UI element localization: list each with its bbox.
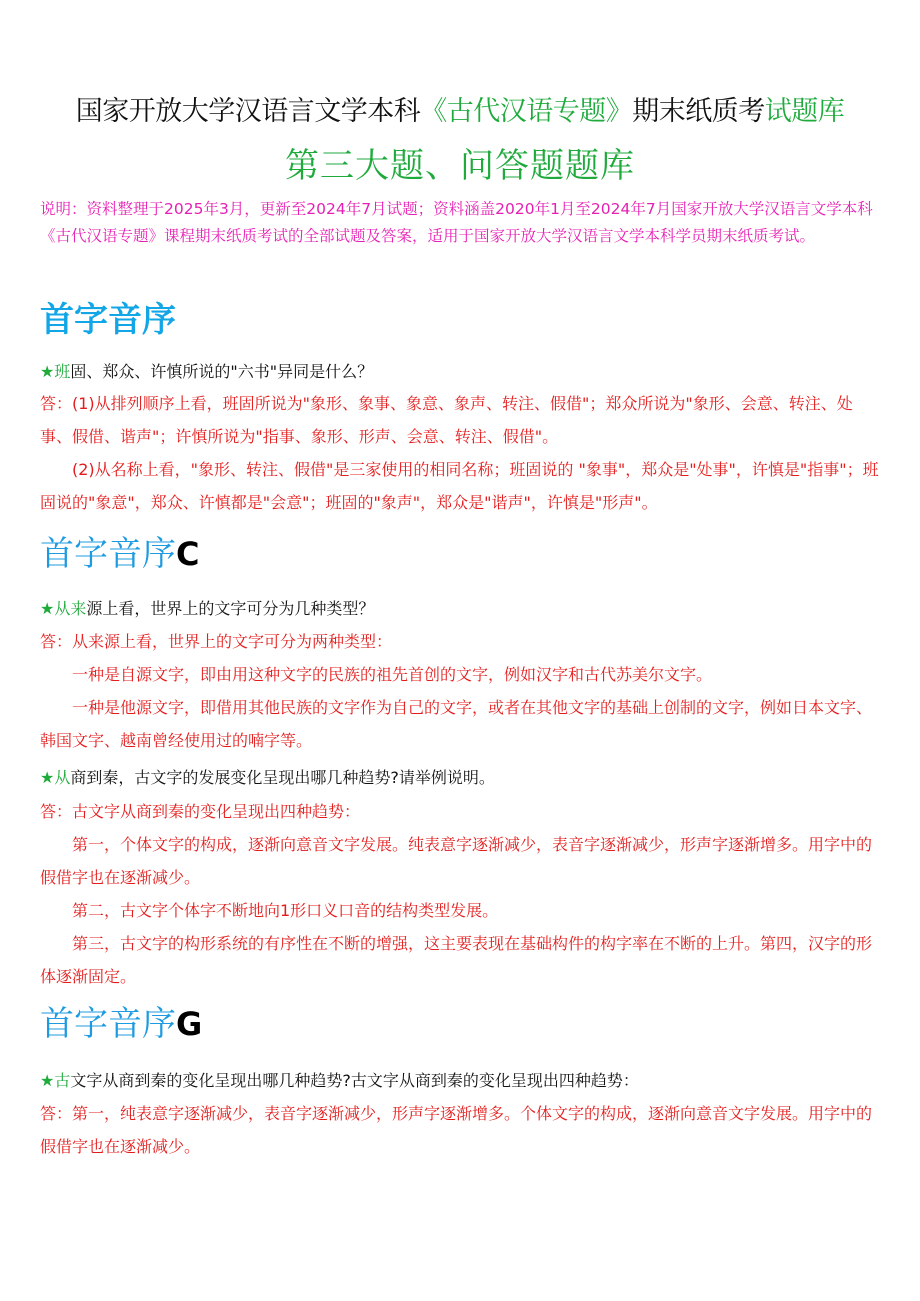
answer-paragraph: 第二，古文字个体字不断地向1形口义口音的结构类型发展。 (72, 901, 499, 920)
question-text: 文字从商到秦的变化呈现出哪几种趋势?古文字从商到秦的变化呈现出四种趋势： (70, 1071, 639, 1090)
explanation-note: 说明：资料整理于2025年3月，更新至2024年7月试题；资料涵盖2020年1月至2024年7月国家开放大学汉语言文学本科《古代汉语专题》课程期末纸质考试的全部试题及答案，适用于国家开放大学汉语言文学本科学员期末纸质考试。 (40, 200, 873, 245)
question-text: 固、郑众、许慎所说的"六书"异同是什么？ (70, 362, 374, 381)
star-icon: ★ (40, 362, 55, 381)
answer-paragraph: (2)从名称上看，"象形、转注、假借"是三家使用的相同名称；班固说的 "象事"，郑众是"处事"，许慎是"指事"；班固说的"象意"，郑众、许慎都是"会意"；班固的"象声"，郑众是"谐声"，许慎是"形声"。 (40, 460, 879, 512)
answer-paragraph: 答：从来源上看，世界上的文字可分为两种类型： (40, 632, 393, 651)
answer-paragraph: 一种是自源文字，即由用这种文字的民族的祖先首创的文字，例如汉字和古代苏美尔文字。 (72, 665, 713, 684)
answer-paragraph: 答：(1)从排列顺序上看，班固所说为"象形、象事、象意、象声、转注、假借"；郑众所说为"象形、会意、转注、处事、假借、谐声"；许慎所说为"指事、象形、形声、会意、转注、假借"。 (40, 394, 853, 446)
title-part-3: 期末纸质考 (632, 96, 765, 127)
title-course-name: 《古代汉语专题》 (420, 96, 633, 127)
question-lead: 班 (54, 362, 71, 381)
section-heading: 首字音序 (40, 300, 176, 340)
answer (40, 1097, 882, 1163)
question (40, 358, 880, 386)
star-icon: ★ (40, 599, 55, 618)
question-lead: 从来 (54, 599, 87, 618)
answer (40, 625, 882, 757)
answer-paragraph: 第一，个体文字的构成，逐渐向意音文字发展。纯表意字逐渐减少，表音字逐渐减少，形声字逐渐增多。用字中的假借字也在逐渐减少。 (40, 835, 873, 887)
question-lead: 古 (54, 1071, 71, 1090)
star-icon: ★ (40, 768, 55, 787)
question-text: 商到秦，古文字的发展变化呈现出哪几种趋势?请举例说明。 (70, 768, 495, 787)
answer-paragraph: 答：古文字从商到秦的变化呈现出四种趋势： (40, 802, 361, 821)
question (40, 764, 880, 792)
answer (40, 795, 882, 993)
document-title (0, 90, 920, 134)
answer (40, 387, 882, 519)
question (40, 1067, 880, 1095)
answer-paragraph: 答：第一，纯表意字逐渐减少，表音字逐渐减少，形声字逐渐增多。个体文字的构成，逐渐向意音文字发展。用字中的假借字也在逐渐减少。 (40, 1104, 873, 1156)
question-text: 源上看，世界上的文字可分为几种类型？ (86, 599, 375, 618)
section-heading: 首字音序C (40, 534, 200, 574)
section-letter: C (176, 535, 200, 573)
answer-paragraph: 第三，古文字的构形系统的有序性在不断的增强，这主要表现在基础构件的构字率在不断的上升。第四，汉字的形体逐渐固定。 (40, 934, 873, 986)
document-subtitle: 第三大题、问答题题库 (285, 146, 635, 186)
section-letter: G (176, 1005, 203, 1043)
question (40, 595, 880, 623)
section-heading: 首字音序G (40, 1004, 203, 1044)
answer-paragraph: 一种是他源文字，即借用其他民族的文字作为自己的文字，或者在其他文字的基础上创制的文字，例如日本文字、韩国文字、越南曾经使用过的喃字等。 (40, 698, 873, 750)
question-lead: 从 (54, 768, 71, 787)
title-part-4: 试题库 (764, 96, 845, 127)
title-part-1: 国家开放大学汉语言文学本科 (75, 96, 421, 127)
star-icon: ★ (40, 1071, 55, 1090)
